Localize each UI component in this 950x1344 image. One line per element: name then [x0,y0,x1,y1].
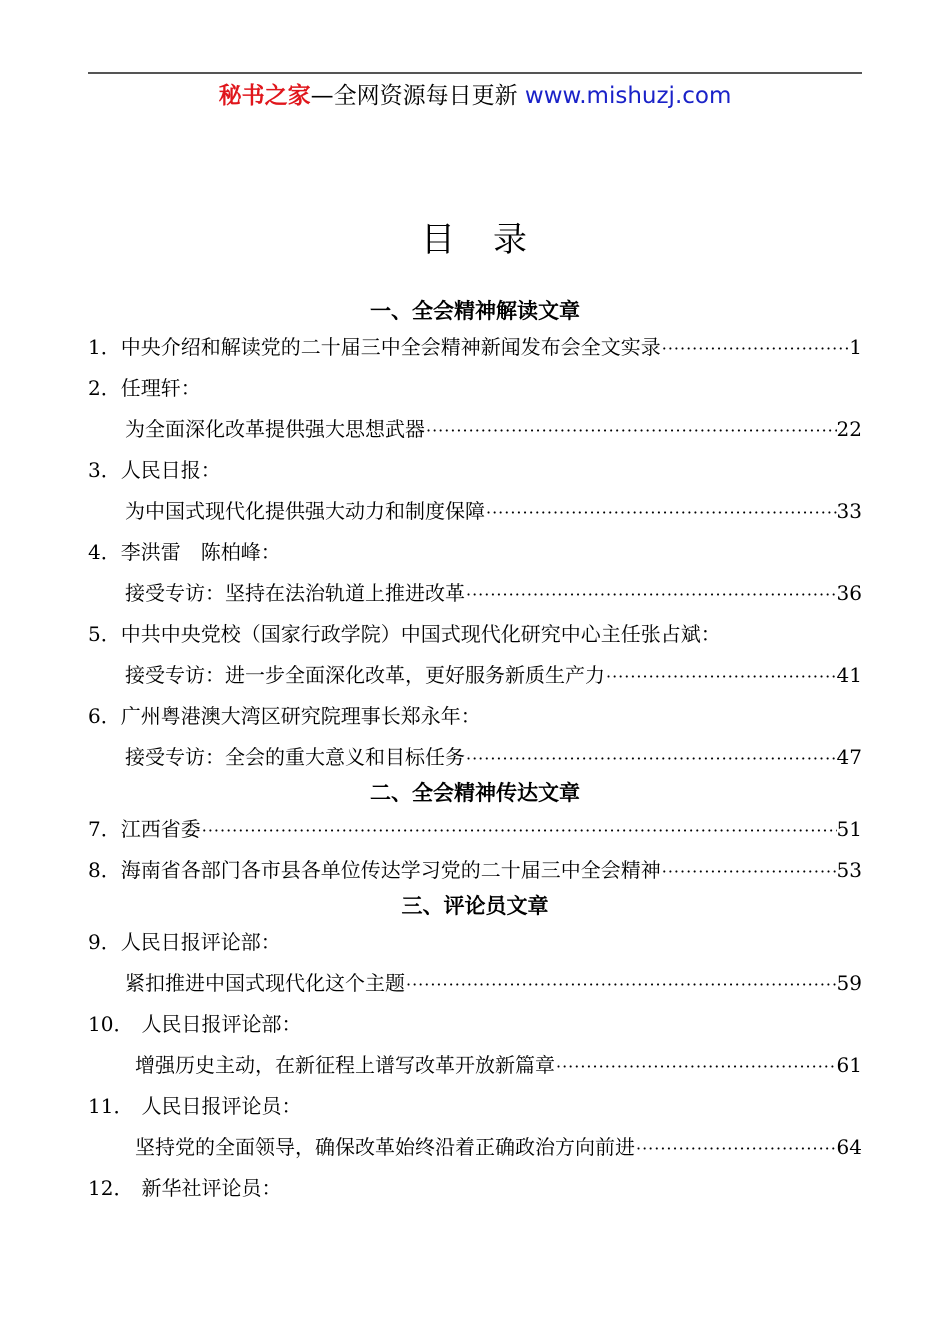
entry-title: 海南省各部门各市县各单位传达学习党的二十届三中全会精神 [120,858,661,882]
toc-entry[interactable] [88,922,862,1004]
toc-entry-line [88,614,862,655]
entry-title: 任理轩： [120,376,201,400]
toc-entry-subline [88,573,862,614]
entry-title: 接受专访：进一步全面深化改革，更好服务新质生产力 [125,663,605,687]
dot-leader [201,810,837,851]
dot-leader [605,656,837,697]
table-of-contents [88,296,862,1209]
entry-title: 增强历史主动，在新征程上谱写改革开放新篇章 [135,1053,555,1077]
page-number: 47 [836,745,862,769]
toc-entry[interactable] [88,696,862,778]
header-banner [0,80,950,112]
page-title: 目 录 [421,220,529,260]
entry-title: 紧扣推进中国式现代化这个主题 [125,971,405,995]
entry-number: 3． [88,458,121,482]
section-heading: 三、评论员文章 [401,894,549,918]
entry-title: 广州粤港澳大湾区研究院理事长郑永年： [120,704,481,728]
entry-title: 人民日报： [120,458,221,482]
entry-title: 坚持党的全面领导，确保改革始终沿着正确政治方向前进 [135,1135,635,1159]
page-number: 59 [836,971,862,995]
page-number: 1 [849,335,862,359]
toc-entry-line [88,368,862,409]
entry-title: 人民日报评论员： [141,1094,302,1118]
entry-number: 1． [88,335,121,359]
page-number: 53 [836,858,862,882]
page-number: 22 [836,417,862,441]
toc-entry-subline [88,655,862,696]
website-link[interactable]: www.mishuzj.com [524,83,732,109]
entry-number: 11． [88,1094,134,1118]
page-number: 41 [836,663,862,687]
toc-entry[interactable] [88,1086,862,1168]
toc-entry-subline [88,1127,862,1168]
toc-entry[interactable] [88,450,862,532]
entry-number: 7． [88,817,121,841]
page-number: 61 [836,1053,862,1077]
dot-leader [465,738,837,779]
toc-entry[interactable] [88,327,862,368]
toc-entry-line [88,532,862,573]
dot-leader [661,328,850,369]
entry-number: 6． [88,704,121,728]
dot-leader [425,410,837,451]
toc-entry[interactable] [88,532,862,614]
header-rule [88,72,862,74]
entry-number: 5． [88,622,121,646]
dot-leader [555,1046,837,1087]
toc-entry[interactable] [88,368,862,450]
dot-leader [405,964,837,1005]
entry-title: 为中国式现代化提供强大动力和制度保障 [125,499,485,523]
dot-leader [661,851,837,892]
brand-name: 秘书之家 [218,83,311,109]
entry-number: 4． [88,540,121,564]
toc-entry[interactable] [88,809,862,850]
toc-entry-subline [88,963,862,1004]
entry-number: 12． [88,1176,134,1200]
entry-title: 人民日报评论部： [120,930,281,954]
dot-leader [635,1128,837,1169]
page-number: 36 [836,581,862,605]
toc-entry-subline [88,737,862,778]
toc-entry-line [88,450,862,491]
toc-entry-line [88,922,862,963]
entry-title: 中共中央党校（国家行政学院）中国式现代化研究中心主任张占斌： [120,622,721,646]
toc-entry[interactable] [88,1168,862,1209]
toc-entry-line [88,696,862,737]
toc-entry-line [88,327,862,368]
toc-entry-line [88,1168,862,1209]
entry-title: 江西省委 [120,817,201,841]
toc-entry[interactable] [88,614,862,696]
entry-title: 接受专访：全会的重大意义和目标任务 [125,745,465,769]
entry-title: 新华社评论员： [141,1176,282,1200]
entry-title: 接受专访：坚持在法治轨道上推进改革 [125,581,465,605]
toc-entry-subline [88,409,862,450]
entry-number: 8． [88,858,121,882]
toc-entry-line [88,1086,862,1127]
section-heading: 一、全会精神解读文章 [370,299,580,323]
toc-entry-subline [88,491,862,532]
toc-entry-subline [88,1045,862,1086]
page-number: 64 [836,1135,862,1159]
dot-leader [485,492,837,533]
dot-leader [465,574,837,615]
entry-number: 10． [88,1012,134,1036]
toc-entry[interactable] [88,1004,862,1086]
toc-entry[interactable] [88,850,862,891]
toc-entry-line [88,850,862,891]
page-number: 33 [836,499,862,523]
entry-title: 李洪雷 陈柏峰： [120,540,281,564]
entry-number: 2． [88,376,121,400]
entry-title: 人民日报评论部： [141,1012,302,1036]
entry-title: 为全面深化改革提供强大思想武器 [125,417,425,441]
section-heading: 二、全会精神传达文章 [370,781,580,805]
toc-entry-line [88,809,862,850]
page-number: 51 [836,817,862,841]
entry-title: 中央介绍和解读党的二十届三中全会精神新闻发布会全文实录 [120,335,661,359]
entry-number: 9． [88,930,121,954]
toc-entry-line [88,1004,862,1045]
header-slogan: —全网资源每日更新 [310,83,518,109]
